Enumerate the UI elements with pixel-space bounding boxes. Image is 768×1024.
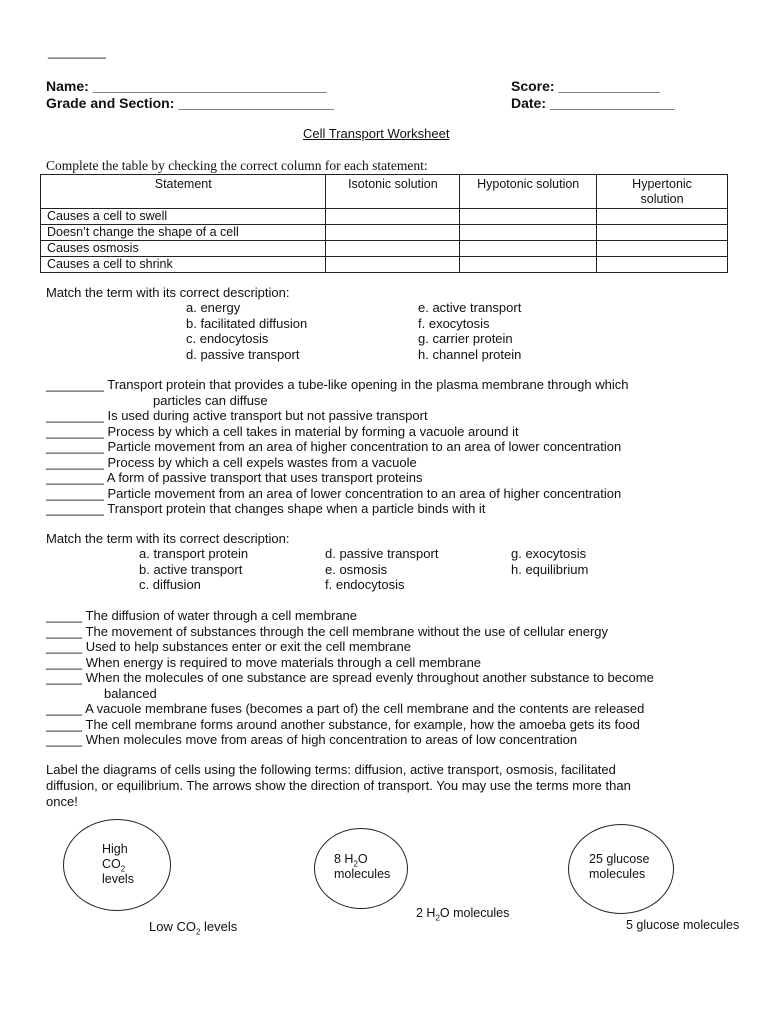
table-row <box>41 225 728 241</box>
answer-blank[interactable]: _____ <box>46 732 83 747</box>
cell3-outside-label: 5 glucose molecules <box>626 918 740 932</box>
table-row <box>41 209 728 225</box>
check-cell[interactable] <box>460 241 597 257</box>
subscript: 2 <box>353 859 358 869</box>
check-cell[interactable] <box>460 209 597 225</box>
answer-blank[interactable]: ________ <box>46 485 104 501</box>
subscript: 2 <box>195 927 201 937</box>
subscript: 2 <box>120 864 126 874</box>
item-text: When molecules move from areas of high concentration to areas of low concentration <box>85 732 578 747</box>
term: c. diffusion <box>139 577 201 592</box>
answer-blank[interactable]: ________ <box>46 423 104 439</box>
answer-blank[interactable]: ________ <box>46 470 104 485</box>
cell2-label-line <box>334 852 390 867</box>
cell3-inside-label <box>589 852 649 882</box>
answer-blank[interactable]: _____ <box>46 701 83 716</box>
item-text: The cell membrane forms around another substance, for example, how the amoeba gets its food <box>85 716 640 732</box>
cell2-outside-label <box>416 906 509 921</box>
term: b. active transport <box>139 561 243 577</box>
list-item <box>46 424 629 440</box>
name-label: Name: <box>46 78 89 94</box>
item-text: When energy is required to move materials through a cell membrane <box>85 654 482 670</box>
term: d. passive transport <box>186 346 300 362</box>
term: g. carrier protein <box>418 331 513 346</box>
item-continuation: balanced <box>104 685 157 701</box>
table-row <box>41 257 728 273</box>
match1-items <box>46 377 629 517</box>
diagram-instruction <box>46 762 631 810</box>
item-text: Transport protein that provides a tube-like opening in the plasma membrane through which <box>107 377 629 392</box>
answer-blank[interactable]: ________ <box>46 501 104 516</box>
cell1-inside-label <box>102 842 134 887</box>
list-item <box>46 439 629 455</box>
answer-blank[interactable]: _____ <box>46 654 83 670</box>
col-hypertonic-line1: Hypertonic <box>632 177 692 191</box>
row-statement: Doesn’t change the shape of a cell <box>41 225 326 241</box>
match1-terms-right <box>418 300 521 362</box>
top-blank-line: ________ <box>48 44 106 59</box>
table-row <box>41 241 728 257</box>
answer-blank[interactable]: ________ <box>46 408 104 423</box>
item-text: The movement of substances through the cell membrane without the use of cellular energy <box>85 623 608 639</box>
check-cell[interactable] <box>326 225 460 241</box>
text: levels <box>200 919 238 934</box>
list-item <box>46 455 629 471</box>
list-item <box>46 639 654 655</box>
list-item <box>46 655 654 671</box>
term: d. passive transport <box>325 546 439 561</box>
term: f. endocytosis <box>325 577 405 592</box>
match2-col3 <box>511 546 588 577</box>
check-cell[interactable] <box>460 225 597 241</box>
text: O molecules <box>439 906 510 920</box>
check-cell[interactable] <box>597 257 728 273</box>
subscript: 2 <box>435 913 440 923</box>
cell1-outside-label <box>149 919 238 937</box>
answer-blank[interactable]: ________ <box>46 377 104 392</box>
text: 8 H <box>334 852 354 866</box>
list-item <box>46 486 629 502</box>
match2-col1 <box>139 546 248 593</box>
text: O <box>357 852 368 866</box>
instruction-line: diffusion, or equilibrium. The arrows show the direction of transport. You may use the terms more than <box>46 778 631 793</box>
col-isotonic: Isotonic solution <box>326 175 460 209</box>
term: e. active transport <box>418 300 522 315</box>
cell1-label-line <box>102 857 134 872</box>
row-statement: Causes osmosis <box>41 241 326 257</box>
check-cell[interactable] <box>326 241 460 257</box>
item-text: Transport protein that changes shape when a particle binds with it <box>107 501 486 516</box>
col-statement: Statement <box>41 175 326 209</box>
check-cell[interactable] <box>597 241 728 257</box>
score-blank[interactable]: _____________ <box>558 78 660 94</box>
answer-blank[interactable]: ________ <box>46 439 104 454</box>
match2-col2 <box>325 546 438 593</box>
date-blank[interactable]: ________________ <box>549 95 675 111</box>
instruction-line: Label the diagrams of cells using the following terms: diffusion, active transport, osmosis, facilitated <box>46 762 616 777</box>
instruction-line: once! <box>46 794 78 809</box>
check-cell[interactable] <box>326 209 460 225</box>
cell2-inside-label <box>334 852 390 882</box>
list-item <box>46 670 654 686</box>
list-item <box>46 470 629 486</box>
text: CO <box>102 857 121 871</box>
text: Low CO <box>149 919 196 934</box>
solution-table <box>40 174 728 273</box>
item-text: Used to help substances enter or exit the cell membrane <box>85 639 411 654</box>
list-item <box>46 377 629 393</box>
match1-terms-left <box>186 300 307 362</box>
col-hypotonic: Hypotonic solution <box>460 175 597 209</box>
col-hypertonic <box>597 175 728 209</box>
term: e. osmosis <box>325 561 388 577</box>
text: 2 H <box>416 906 436 920</box>
check-cell[interactable] <box>597 209 728 225</box>
answer-blank[interactable]: _____ <box>46 639 83 654</box>
row-statement: Causes a cell to swell <box>41 209 326 225</box>
list-item <box>46 624 654 640</box>
item-text: Particle movement from an area of lower concentration to an area of higher concentration <box>107 485 622 501</box>
list-item <box>46 501 629 517</box>
term: b. facilitated diffusion <box>186 315 308 331</box>
grade-blank[interactable]: ____________________ <box>178 95 334 111</box>
col-hypertonic-line2: solution <box>640 192 684 206</box>
check-cell[interactable] <box>326 257 460 273</box>
term: a. energy <box>186 300 241 315</box>
item-continuation: particles can diffuse <box>153 392 268 408</box>
grade-label: Grade and Section: <box>46 95 175 111</box>
term: f. exocytosis <box>418 315 490 331</box>
list-item <box>46 701 654 717</box>
name-blank[interactable]: ______________________________ <box>92 78 327 94</box>
grade-section-field <box>46 95 334 111</box>
check-cell[interactable] <box>597 225 728 241</box>
term: c. endocytosis <box>186 331 269 346</box>
match2-items <box>46 608 654 748</box>
item-text: Particle movement from an area of higher concentration to an area of lower concentration <box>107 439 622 454</box>
cell1-label-line: levels <box>102 872 134 886</box>
score-field <box>511 78 660 94</box>
match1-instruction: Match the term with its correct description: <box>46 285 290 300</box>
item-text: Is used during active transport but not passive transport <box>107 408 428 423</box>
item-text: Process by which a cell takes in material by forming a vacuole around it <box>107 423 519 439</box>
cell3-label-line: 25 glucose <box>589 852 650 866</box>
item-text: Process by which a cell expels wastes from a vacuole <box>107 454 417 470</box>
date-field <box>511 95 674 111</box>
answer-blank[interactable]: _____ <box>46 670 83 685</box>
term: h. channel protein <box>418 346 522 362</box>
page-title: Cell Transport Worksheet <box>303 126 450 141</box>
table-instruction: Complete the table by checking the correct column for each statement: <box>46 158 428 173</box>
item-text: The diffusion of water through a cell membrane <box>85 608 358 623</box>
cell1-label-line: High <box>102 842 128 856</box>
term: g. exocytosis <box>511 546 587 561</box>
table-header-row <box>41 175 728 209</box>
list-item <box>46 717 654 733</box>
term: h. equilibrium <box>511 561 589 577</box>
list-item <box>46 408 629 424</box>
answer-blank[interactable]: _____ <box>46 623 83 639</box>
answer-blank[interactable]: _____ <box>46 716 83 732</box>
item-text: When the molecules of one substance are spread evenly throughout another substance to become <box>85 670 654 685</box>
name-field <box>46 78 326 94</box>
score-label: Score: <box>511 78 555 94</box>
date-label: Date: <box>511 95 547 111</box>
item-text: A form of passive transport that uses transport proteins <box>106 470 423 485</box>
item-text: A vacuole membrane fuses (becomes a part of) the cell membrane and the contents are released <box>85 701 645 716</box>
row-statement: Causes a cell to shrink <box>41 257 326 273</box>
cell3-label-line: molecules <box>589 867 646 881</box>
list-item <box>46 732 654 748</box>
check-cell[interactable] <box>460 257 597 273</box>
cell2-label-line: molecules <box>334 867 391 881</box>
match2-instruction: Match the term with its correct description: <box>46 531 290 546</box>
answer-blank[interactable]: _____ <box>46 608 83 623</box>
term: a. transport protein <box>139 546 249 561</box>
answer-blank[interactable]: ________ <box>46 454 104 470</box>
list-item <box>46 608 654 624</box>
